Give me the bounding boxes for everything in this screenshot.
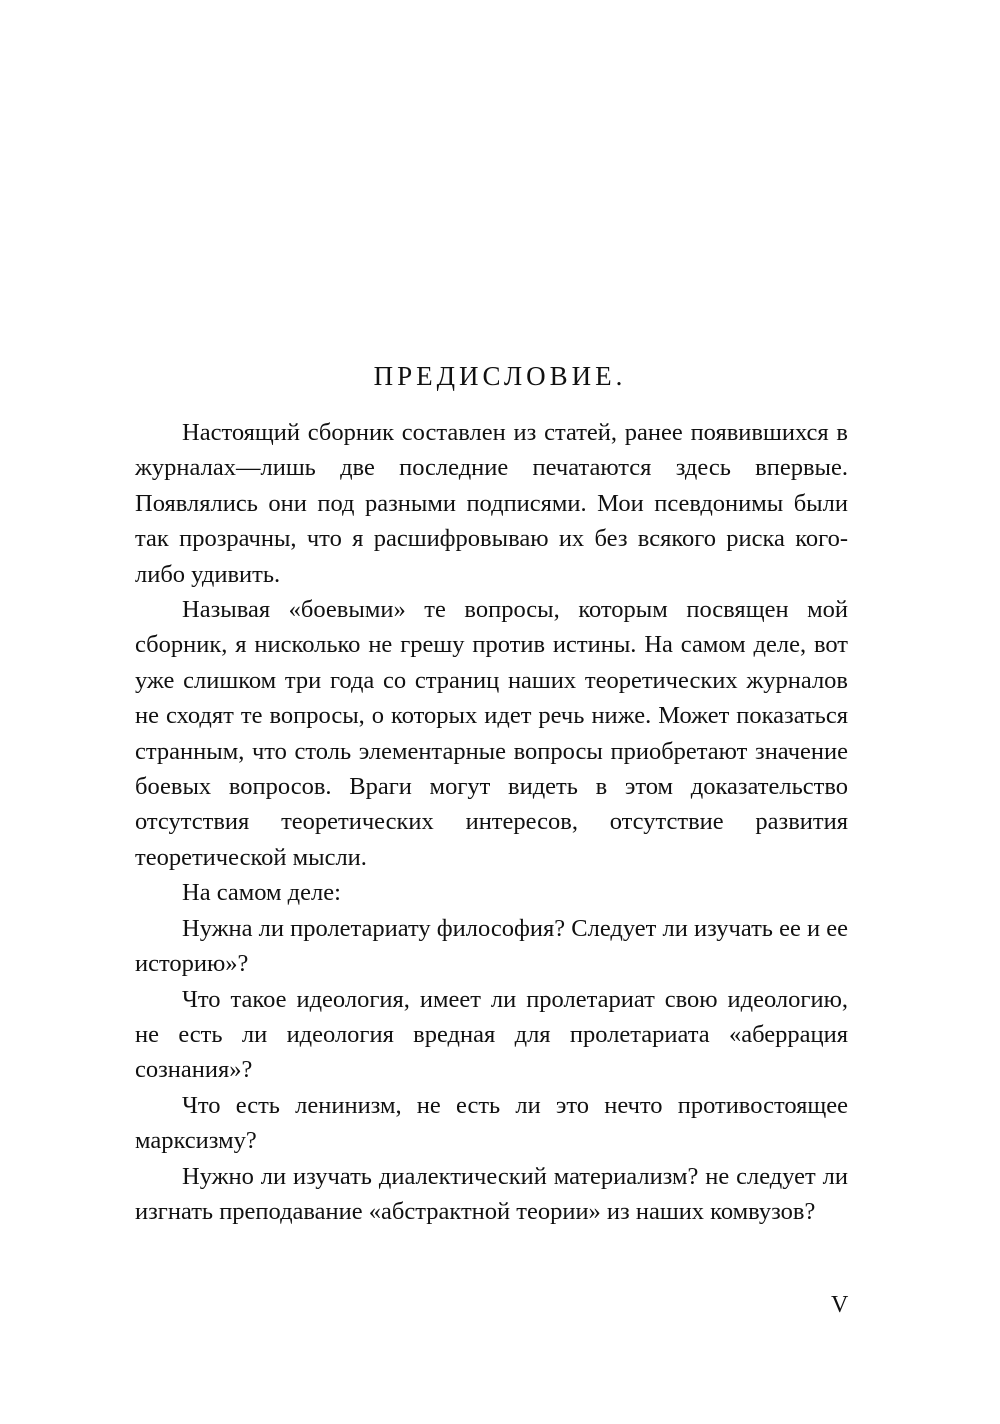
paragraph-1: Настоящий сборник составлен из статей, ранее появившихся в журналах—лишь две последние печатаются здесь впервые. Появлялись они под разными подписями. Мои псевдонимы были так прозрачны, что я расшифровываю их без всякого риска кого-либо удивить. bbox=[135, 419, 848, 588]
paragraph-5: Что такое идеология, имеет ли пролетариат свою идеологию, не есть ли идеология вредная для пролетариата «аберрация сознания»? bbox=[135, 985, 848, 1084]
page-number: V bbox=[831, 1292, 849, 1318]
body-text bbox=[135, 415, 848, 1229]
paragraph-2: Называя «боевыми» те вопросы, которым посвящен мой сборник, я нисколько не грешу против истины. На самом деле, вот уже слишком три года со страниц наших теоретических журналов не сходят те вопросы, о которых идет речь ниже. Может показаться странным, что столь элементарные вопросы приобретают значение боевых вопросов. Враги могут видеть в этом доказательство отсутствия теоретических интересов, отсутствие развития теоретической мысли. bbox=[135, 596, 848, 871]
paragraph-3: На самом деле: bbox=[182, 879, 341, 907]
paragraph-7: Нужно ли изучать диалектический материализм? не следует ли изгнать преподавание «абстрактной теории» из наших комвузов? bbox=[135, 1162, 848, 1225]
page-title: ПРЕДИСЛОВИЕ. bbox=[373, 361, 627, 391]
paragraph-6: Что есть ленинизм, не есть ли это нечто противостоящее марксизму? bbox=[135, 1091, 848, 1155]
paragraph-4: Нужна ли пролетариату философия? Следует ли изучать ее и ее историю»? bbox=[135, 914, 848, 978]
